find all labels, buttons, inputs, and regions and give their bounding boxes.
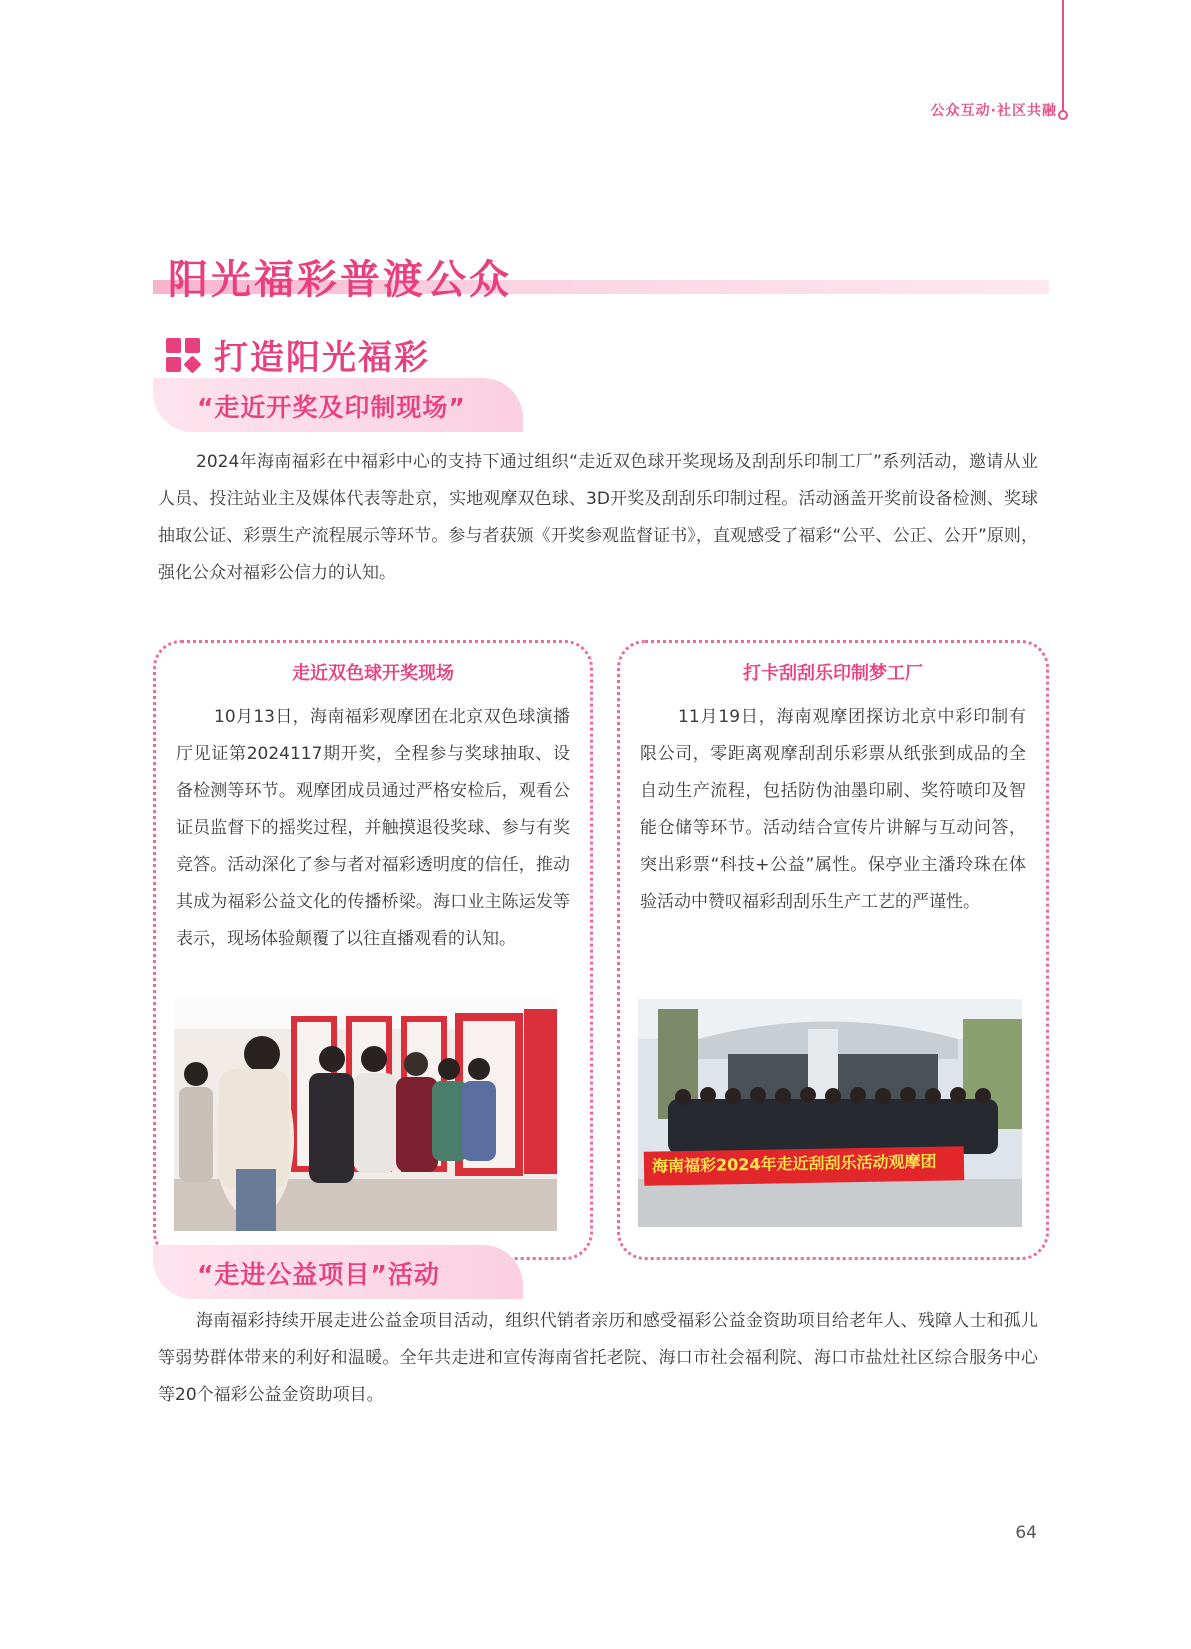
page-number: 64 — [1015, 1523, 1037, 1543]
card-left-title: 走近双色球开奖现场 — [292, 663, 454, 684]
section2-title: “走进公益项目”活动 — [197, 1260, 440, 1289]
section1-title: “走近开奖及印制现场” — [197, 393, 466, 422]
card-left-photo — [174, 999, 557, 1231]
section2-title-pill — [153, 1245, 523, 1299]
card-left — [153, 640, 593, 1260]
grid-icon — [166, 338, 200, 372]
sub-title — [166, 330, 430, 379]
section2-paragraph: 海南福彩持续开展走进公益金项目活动，组织代销者亲历和感受福彩公益金资助项目给老年人、残障人士和孤儿等弱势群体带来的利好和温暖。全年共走进和宣传海南省托老院、海口市社会福利院、海口市盐灶社区综合服务中心等20个福彩公益金资助项目。 — [158, 1311, 1038, 1405]
card-right — [617, 640, 1049, 1260]
section-header: 公众互动·社区共融 — [930, 103, 1057, 119]
banner-text: 海南福彩2024年走近刮刮乐活动观摩团 — [651, 1151, 937, 1176]
header-line-dot — [1058, 110, 1068, 120]
sub-title-text: 打造阳光福彩 — [214, 338, 430, 378]
section1-paragraph: 2024年海南福彩在中福彩中心的支持下通过组织“走近双色球开奖现场及刮刮乐印制工厂”系列活动，邀请从业人员、投注站业主及媒体代表等赴京，实地观摩双色球、3D开奖及刮刮乐印制过程。活动涵盖开奖前设备检测、奖球抽取公证、彩票生产流程展示等环节。参与者获颁《开奖参观监督证书》，直观感受了福彩“公平、公正、公开”原则，强化公众对福彩公信力的认知。 — [158, 452, 1038, 583]
header-vertical-line — [1062, 0, 1064, 112]
card-right-photo — [638, 999, 1022, 1227]
card-right-text: 11月19日，海南观摩团探访北京中彩印制有限公司，零距离观摩刮刮乐彩票从纸张到成品的全自动生产流程，包括防伪油墨印刷、奖符喷印及智能仓储等环节。活动结合宣传片讲解与互动问答，突出彩票“科技+公益”属性。保亭业主潘玲珠在体验活动中赞叹福彩刮刮乐生产工艺的严谨性。 — [640, 707, 1026, 912]
section1-title-pill — [153, 378, 523, 432]
card-left-text: 10月13日，海南福彩观摩团在北京双色球演播厅见证第2024117期开奖，全程参与奖球抽取、设备检测等环节。观摩团成员通过严格安检后，观看公证员监督下的摇奖过程，并触摸退役奖球、参与有奖竞答。活动深化了参与者对福彩透明度的信任，推动其成为福彩公益文化的传播桥梁。海口业主陈运发等表示，现场体验颠覆了以往直播观看的认知。 — [176, 707, 570, 949]
card-right-title: 打卡刮刮乐印制梦工厂 — [743, 663, 923, 684]
main-title: 阳光福彩普渡公众 — [168, 257, 512, 303]
